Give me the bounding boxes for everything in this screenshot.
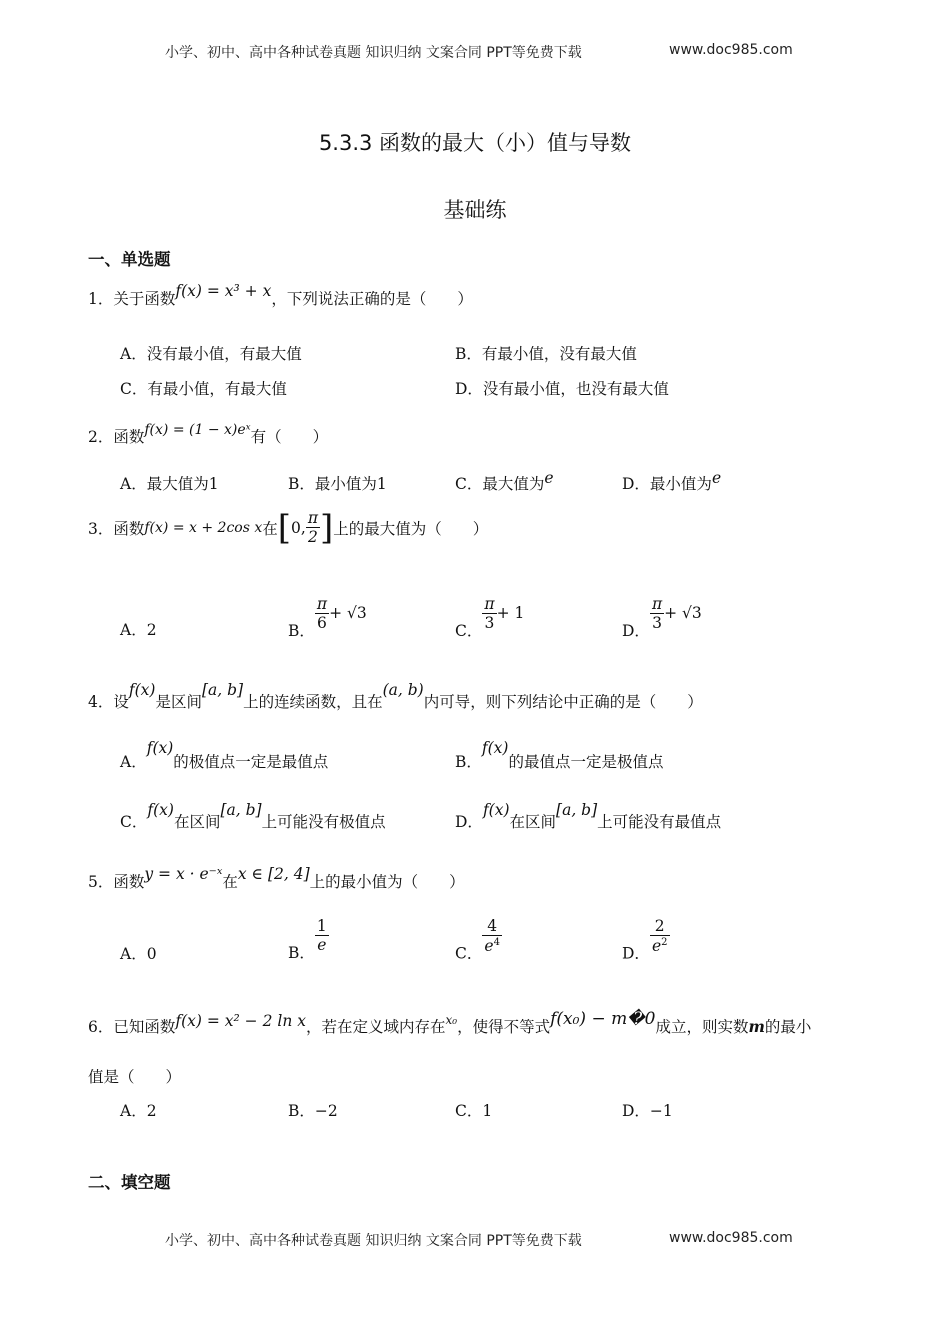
q1-option-b[interactable]: B．有最小值，没有最大值 [455, 345, 637, 363]
q3-in: 在 [262, 520, 278, 538]
q2-option-b[interactable]: B．最小值为1 [288, 475, 387, 493]
q6-number: 6．已知函数 [88, 1018, 176, 1036]
q1-option-c[interactable]: C．有最小值，有最大值 [120, 380, 287, 398]
q1-number: 1．关于函数 [88, 290, 176, 308]
q1-formula: f(x) = x³ + x [175, 282, 272, 300]
q4-option-a[interactable]: A．f(x)的极值点一定是最值点 [120, 739, 329, 771]
q6-formula: f(x) = x² − 2 ln x [175, 1012, 306, 1030]
header-text: 小学、初中、高中各种试卷真题 知识归纳 文案合同 PPT等免费下载 [165, 45, 582, 61]
question-2 [88, 422, 329, 447]
q4-open-interval: (a, b) [382, 681, 424, 699]
q6-stem-line2: 值是（ ） [88, 1068, 182, 1086]
section-heading-fill-blank: 二、填空题 [88, 1173, 171, 1192]
q4-closed-interval: [a, b] [201, 681, 244, 699]
q2-number: 2．函数 [88, 428, 145, 446]
q5-option-b[interactable]: B． $\frac{1}{e}$ [288, 917, 327, 963]
q6-option-b[interactable]: B．−2 [288, 1102, 338, 1120]
q6-option-d[interactable]: D．−1 [622, 1102, 673, 1120]
footer-url[interactable]: www.doc985.com [669, 1230, 793, 1246]
q4-option-c[interactable]: C．f(x)在区间[a, b]上可能没有极值点 [120, 801, 386, 831]
q3-number: 3．函数 [88, 520, 145, 538]
question-5: 5．函数y = x · e⁻ˣ在x ∈ [2, 4]上的最小值为（ ） [88, 865, 465, 891]
footer-text: 小学、初中、高中各种试卷真题 知识归纳 文案合同 PPT等免费下载 [165, 1233, 582, 1249]
q6-inequality: f(x₀) − m�0 [550, 1009, 656, 1029]
q2-stem: 有（ ） [250, 428, 329, 446]
q2-option-a[interactable]: A．最大值为1 [120, 475, 219, 493]
question-6: 6．已知函数f(x) = x² − 2 ln x，若在定义域内存在$^{x_0}$，使得不等式f(x₀) − m�0成立，则实数m的最小 [88, 1009, 812, 1036]
q2-formula: f(x) = (1 − x)eˣ [144, 422, 251, 438]
question-1 [88, 282, 473, 309]
q6-option-a[interactable]: A．2 [120, 1102, 157, 1120]
q3-option-d[interactable]: D． $\frac{\pi}{3}$ + √3 [622, 595, 702, 641]
q3-option-a[interactable]: A．2 [120, 621, 157, 639]
question-3: 3．函数f(x) = x + 2cos x在[0, $\frac{\pi}{2}$ ]上的最大值为（ ） [88, 508, 489, 548]
q3-stem: 上的最大值为（ ） [333, 520, 489, 538]
q6-option-c[interactable]: C．1 [455, 1102, 493, 1120]
page-subtitle: 基础练 [443, 198, 507, 222]
q2-option-d[interactable]: D．最小值为e [622, 469, 722, 493]
q5-option-d[interactable]: D． $\frac{2}{e^2}$ [622, 917, 668, 963]
q3-interval-left: 0, [291, 519, 306, 537]
question-4: 4．设f(x)是区间[a, b]上的连续函数，且在(a, b)内可导，则下列结论中正确的是（ ） [88, 681, 703, 711]
q5-option-c[interactable]: C． $\frac{4}{e^4}$ [455, 917, 500, 963]
q5-number: 5．函数 [88, 873, 145, 891]
section-heading-single-choice: 一、单选题 [88, 250, 171, 269]
q2-option-c[interactable]: C．最大值为e [455, 469, 554, 493]
q1-stem: ，下列说法正确的是（ ） [271, 290, 473, 308]
q4-number: 4．设 [88, 693, 129, 711]
q3-option-c[interactable]: C． $\frac{\pi}{3}$ + 1 [455, 595, 525, 641]
q1-option-a[interactable]: A．没有最小值，有最大值 [120, 345, 302, 363]
q4-option-b[interactable]: B．f(x)的最值点一定是极值点 [455, 739, 664, 771]
page-title: 5.3.3 函数的最大（小）值与导数 [318, 131, 632, 155]
q3-formula: f(x) = x + 2cos x [144, 520, 263, 536]
q4-option-d[interactable]: D．f(x)在区间[a, b]上可能没有最值点 [455, 801, 722, 831]
q5-domain: x ∈ [2, 4] [237, 865, 310, 883]
q3-pi-over-2: $\frac{\pi}{2}$ [307, 508, 319, 546]
q5-formula: y = x · e⁻ˣ [144, 865, 223, 883]
q1-option-d[interactable]: D．没有最小值，也没有最大值 [455, 380, 669, 398]
q5-option-a[interactable]: A．0 [120, 945, 157, 963]
q4-fx: f(x) [128, 681, 156, 699]
q3-option-b[interactable]: B． $\frac{\pi}{6}$ + √3 [288, 595, 367, 641]
header-url[interactable]: www.doc985.com [669, 42, 793, 58]
